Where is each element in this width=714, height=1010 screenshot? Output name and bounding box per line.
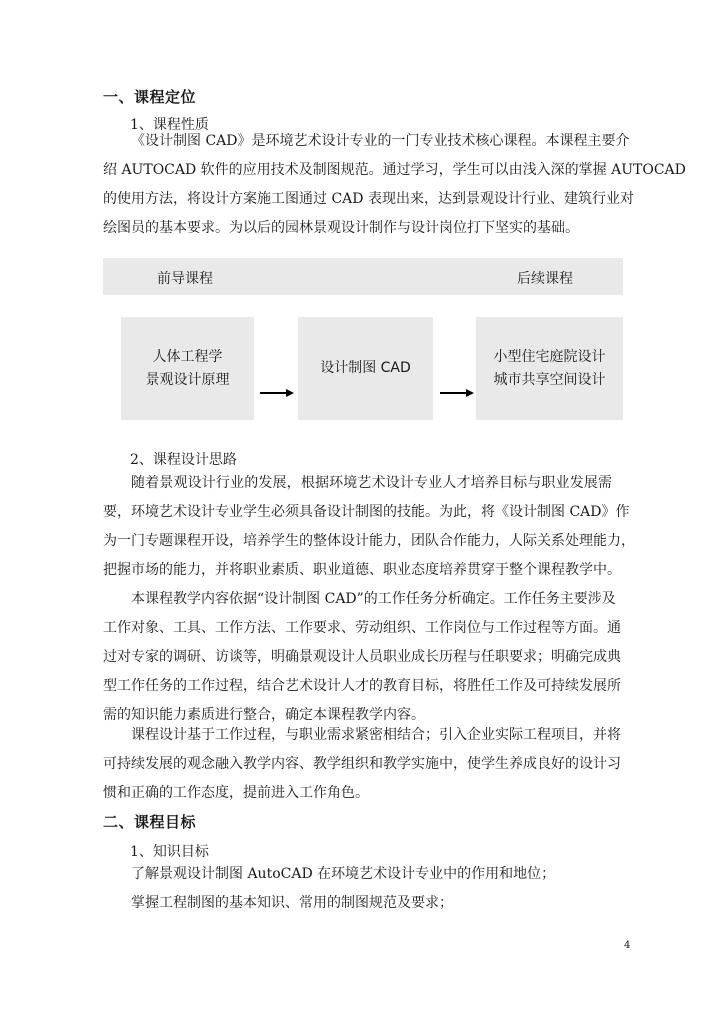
section-heading-course-objectives: 二、课程目标 xyxy=(103,813,197,831)
text-line: 《设计制图 CAD》是环境艺术设计专业的一门专业技术核心课程。本课程主要介 xyxy=(131,133,630,149)
text-line: 随着景观设计行业的发展，根据环境艺术设计专业人才培养目标与职业发展需 xyxy=(131,475,612,491)
subheading-course-design-approach: 2、课程设计思路 xyxy=(130,452,237,468)
text-line: 的使用方法，将设计方案施工图通过 CAD 表现出来，达到景观设计行业、建筑行业对 xyxy=(103,191,634,207)
text-line: 型工作任务的工作过程，结合艺术设计人才的教育目标，将胜任工作及可持续发展所 xyxy=(103,678,621,694)
followup-course-item: 城市共享空间设计 xyxy=(493,371,606,388)
followup-courses-label: 后续课程 xyxy=(517,271,573,287)
list-item: 掌握工程制图的基本知识、常用的制图规范及要求； xyxy=(131,895,453,911)
course-sequence-header xyxy=(103,258,623,295)
text-line: 需的知识能力素质进行整合，确定本课程教学内容。 xyxy=(103,707,425,723)
text-line: 要，环境艺术设计专业学生必须具备设计制图的技能。为此，将《设计制图 CAD》作 xyxy=(103,504,630,520)
subheading-knowledge-objectives: 1、知识目标 xyxy=(130,844,209,860)
paragraph-design-approach-2 xyxy=(103,585,621,730)
knowledge-objectives-list xyxy=(103,860,612,918)
text-line: 绘图员的基本要求。为以后的园林景观设计制作与设计岗位打下坚实的基础。 xyxy=(103,220,579,236)
current-course-item: 设计制图 CAD xyxy=(320,360,411,376)
list-item: 了解景观设计制图 AutoCAD 在环境艺术设计专业中的作用和地位； xyxy=(131,866,556,882)
text-line: 惯和正确的工作态度，提前进入工作角色。 xyxy=(103,785,369,801)
text-line: 绍 AUTOCAD 软件的应用技术及制图规范。通过学习，学生可以由浅入深的掌握 AUTOCAD xyxy=(103,162,686,178)
prereq-courses-label: 前导课程 xyxy=(157,271,213,287)
page-number: 4 xyxy=(624,940,631,951)
text-line: 课程设计基于工作过程，与职业需求紧密相结合；引入企业实际工程项目，并将 xyxy=(131,727,621,743)
paragraph-design-approach-1 xyxy=(103,469,635,585)
arrow-right-icon xyxy=(260,388,294,398)
subheading-course-nature: 1、课程性质 xyxy=(130,117,209,133)
followup-course-item: 小型住宅庭院设计 xyxy=(493,348,606,365)
paragraph-course-nature xyxy=(103,127,686,243)
text-line: 过对专家的调研、访谈等，明确景观设计人员职业成长历程与任职要求；明确完成典 xyxy=(103,649,621,665)
prereq-courses-box xyxy=(121,317,254,420)
prereq-course-item: 人体工程学 xyxy=(152,348,223,365)
text-line: 工作对象、工具、工作方法、工作要求、劳动组织、工作岗位与工作过程等方面。通 xyxy=(103,620,621,636)
followup-courses-box xyxy=(476,317,623,420)
text-line: 可持续发展的观念融入教学内容、教学组织和教学实施中，使学生养成良好的设计习 xyxy=(103,756,621,772)
text-line: 本课程教学内容依据“设计制图 CAD”的工作任务分析确定。工作任务主要涉及 xyxy=(131,591,616,607)
text-line: 为一门专题课程开设，培养学生的整体设计能力，团队合作能力，人际关系处理能力， xyxy=(103,533,635,549)
section-heading-course-positioning: 一、课程定位 xyxy=(103,88,197,106)
paragraph-design-approach-3 xyxy=(103,721,621,808)
current-course-box xyxy=(298,317,433,420)
text-line: 把握市场的能力，并将职业素质、职业道德、职业态度培养贯穿于整个课程教学中。 xyxy=(103,562,621,578)
arrow-right-icon xyxy=(440,388,474,398)
prereq-course-item: 景观设计原理 xyxy=(145,371,230,388)
